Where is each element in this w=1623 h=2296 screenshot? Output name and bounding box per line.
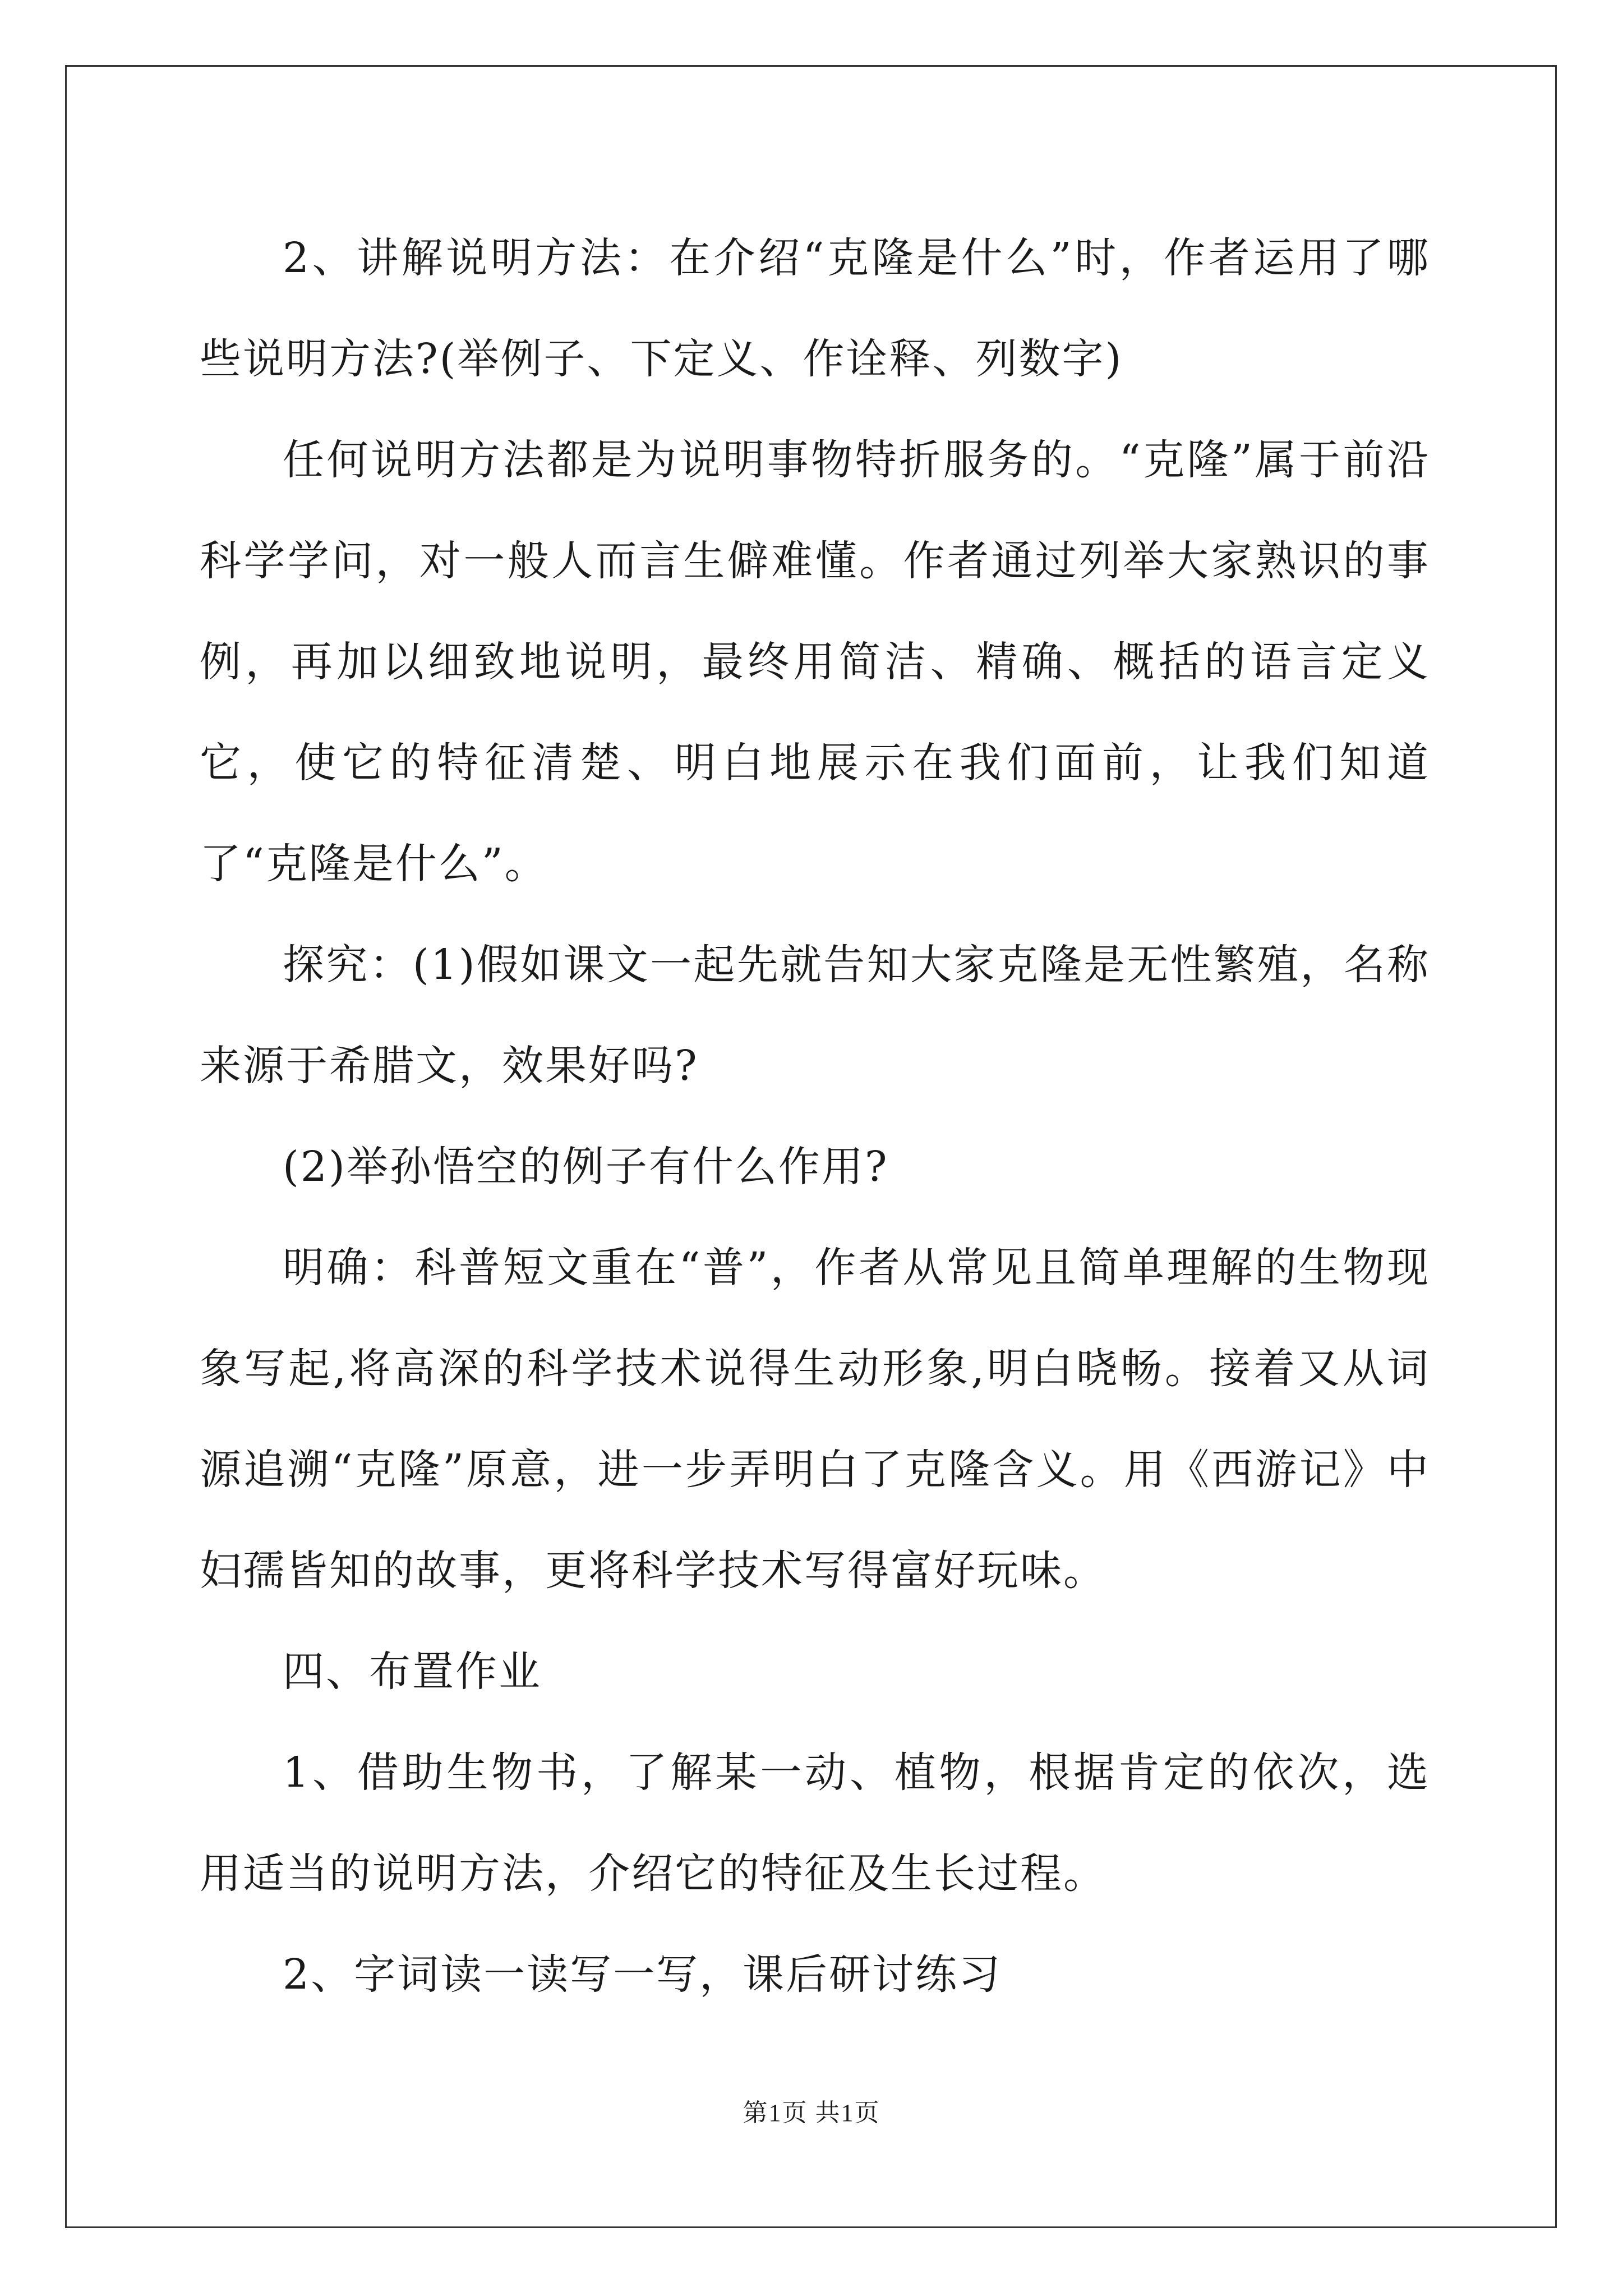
paragraph-homework-2: 2、字词读一读写一写，课后研讨练习 — [283, 1950, 1002, 1999]
page-footer: 第1页 共1页 — [743, 2099, 880, 2127]
paragraph-homework-1: 1、借助生物书，了解某一动、植物，根据肯定的依次，选用适当的说明方法，介绍它的特征及生长过程。 — [200, 1749, 1430, 1898]
document-body — [200, 208, 1430, 2025]
paragraph-clarify: 明确：科普短文重在“普”，作者从常见且简单理解的生物现象写起,将高深的科学技术说得生动形象,明白晓畅。接着又从词源追溯“克隆”原意，进一步弄明白了克隆含义。用《西游记》中妇孺皆知的故事，更将科学技术写得富好玩味。 — [200, 1244, 1430, 1595]
section-heading-homework: 四、布置作业 — [283, 1648, 542, 1696]
paragraph-inquiry-2: (2)举孙悟空的例子有什么作用? — [283, 1143, 889, 1191]
paragraph-inquiry-1: 探究：(1)假如课文一起先就告知大家克隆是无性繁殖，名称来源于希腊文，效果好吗? — [200, 941, 1430, 1090]
paragraph-explain-methods: 2、讲解说明方法：在介绍“克隆是什么”时，作者运用了哪些说明方法?(举例子、下定义、作诠释、列数字) — [200, 234, 1430, 383]
paragraph-method-purpose: 任何说明方法都是为说明事物特折服务的。“克隆”属于前沿科学学问，对一般人而言生僻难懂。作者通过列举大家熟识的事例，再加以细致地说明，最终用简洁、精确、概括的语言定义它，使它的特征清楚、明白地展示在我们面前，让我们知道了“克隆是什么”。 — [200, 436, 1430, 888]
